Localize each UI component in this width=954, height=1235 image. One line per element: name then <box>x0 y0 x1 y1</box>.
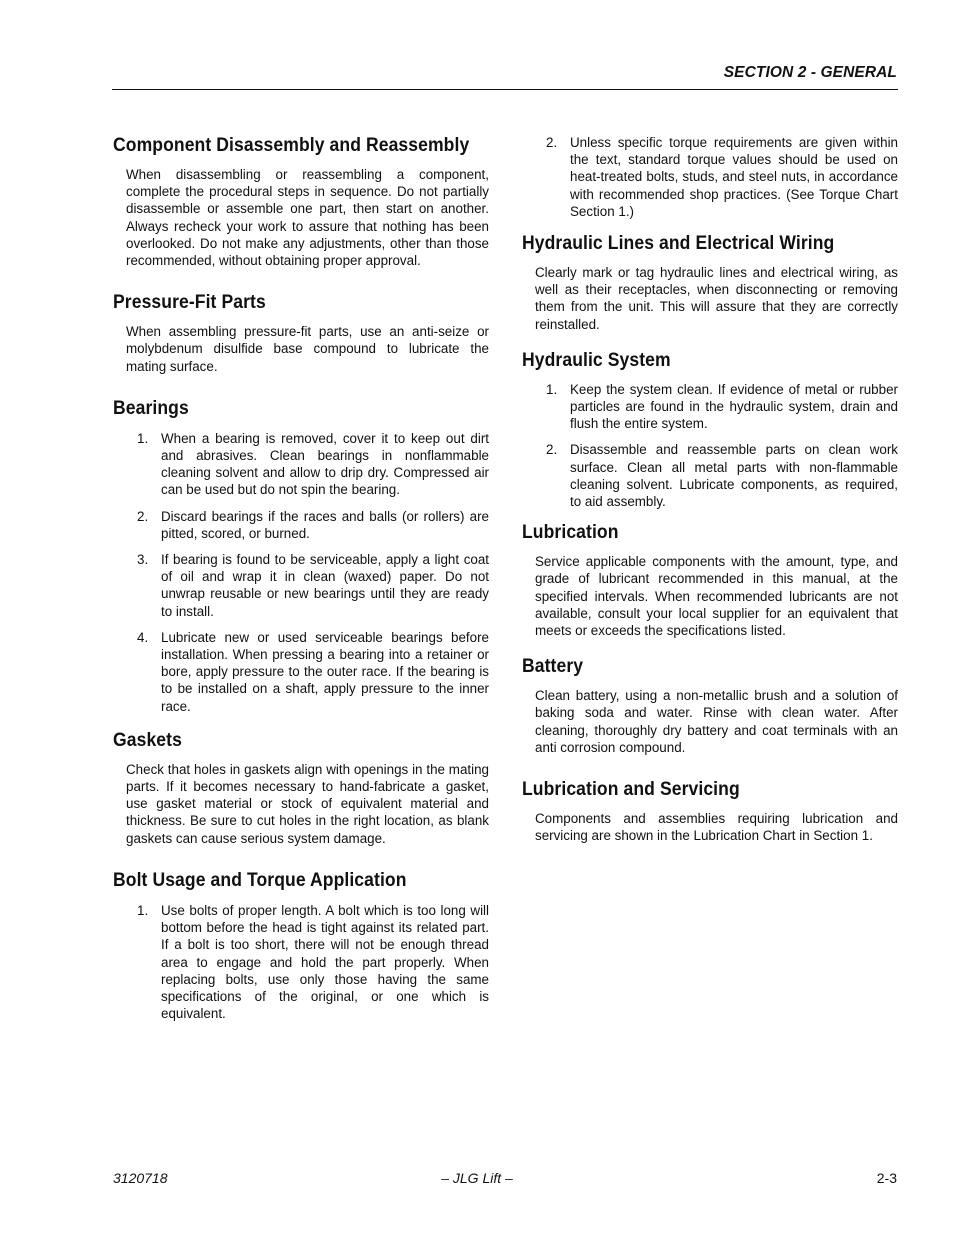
left-column <box>113 132 489 1042</box>
bolts-heading: Bolt Usage and Torque Application <box>113 868 407 891</box>
footer-page-number: 2-3 <box>876 1170 897 1186</box>
list-number: 3. <box>137 552 149 568</box>
lube-servicing-heading: Lubrication and Servicing <box>522 778 740 801</box>
list-text: When a bearing is removed, cover it to keep out dirt and abrasives. Clean bearings in nonflammable cleaning solvent and allow to drip dry. Compressed air can be used but do not spin the bearing. <box>161 430 489 498</box>
list-number: 1. <box>137 430 149 446</box>
hydraulic-lines-section <box>522 230 898 333</box>
right-column <box>522 134 898 864</box>
list-text: Unless specific torque requirements are given within the text, standard torque values should be used on heat-treated bolts, studs, and steel nuts, in accordance with recommended shop practices. (See Torque Chart Section 1.) <box>570 135 898 219</box>
gaskets-heading: Gaskets <box>113 728 182 751</box>
list-number: 2. <box>546 442 558 458</box>
list-text: Disassemble and reassemble parts on clean work surface. Clean all metal parts with non-flammable cleaning solvent. Lubricate components, as required, to aid assembly. <box>570 442 898 510</box>
lube-servicing-section <box>522 776 898 844</box>
list-item <box>113 629 489 715</box>
gaskets-section <box>113 727 489 847</box>
bolts-continued-list <box>522 134 898 220</box>
bolts-section <box>113 867 489 1022</box>
list-item <box>113 551 489 620</box>
pressure-fit-section <box>113 289 489 375</box>
hydraulic-lines-heading: Hydraulic Lines and Electrical Wiring <box>522 232 835 255</box>
bearings-section <box>113 395 489 715</box>
list-number: 1. <box>137 902 149 918</box>
lubrication-text: Service applicable components with the amount, type, and grade of lubricant recommended in this manual, at the specified intervals. When recommended lubricants are not available, consult your local supplier for an equivalent that meets or exceeds the specifications listed. <box>535 554 898 639</box>
pressure-fit-text: When assembling pressure-fit parts, use an anti-seize or molybdenum disulfide base compound to lubricate the mating surface. <box>126 324 489 374</box>
list-number: 2. <box>546 135 558 150</box>
hydraulic-system-heading: Hydraulic System <box>522 348 671 371</box>
list-text: Keep the system clean. If evidence of metal or rubber particles are found in the hydraulic system, drain and flush the entire system. <box>570 381 898 432</box>
list-text: Lubricate new or used serviceable bearings before installation. When pressing a bearing into a retainer or bore, apply pressure to the outer race. If the bearing is to be installed on a shaft, apply pressure to the inner race. <box>161 629 489 714</box>
bolts-list <box>113 902 489 1022</box>
list-number: 4. <box>137 629 149 645</box>
hydraulic-lines-text: Clearly mark or tag hydraulic lines and electrical wiring, as well as their receptacles, when disconnecting or removing them from the unit. This will assure that they are correctly reinstalled. <box>535 265 898 332</box>
list-item <box>522 381 898 433</box>
list-number: 2. <box>137 508 149 524</box>
section-title: SECTION 2 - GENERAL <box>723 64 897 81</box>
footer-center-text: – JLG Lift – <box>441 1170 513 1186</box>
list-item <box>522 134 898 220</box>
list-text: If bearing is found to be serviceable, apply a light coat of oil and wrap it in clean (waxed) paper. Do not unwrap reusable or new bearings until they are ready to install. <box>161 552 489 619</box>
bearings-heading: Bearings <box>113 396 189 419</box>
list-item <box>113 508 489 542</box>
gaskets-text: Check that holes in gaskets align with openings in the mating parts. If it becomes necessary to hand-fabricate a gasket, use gasket material or stock of equivalent material and thickness. Be sure to cut holes in the right location, as blank gaskets can cause serious system damage. <box>126 761 489 846</box>
hydraulic-system-section <box>522 347 898 510</box>
component-text: When disassembling or reassembling a component, complete the procedural steps in sequence. Do not partially disassemble or assemble one part, then start on another. Always recheck your work to assure that nothing has been overlooked. Do not make any adjustments, other than those recommended, without obtaining proper approval. <box>126 167 489 269</box>
list-item <box>522 441 898 510</box>
battery-heading: Battery <box>522 655 584 678</box>
bolts-continued-section <box>522 134 898 220</box>
list-item <box>113 902 489 1022</box>
battery-section <box>522 653 898 756</box>
list-text: Use bolts of proper length. A bolt which is too long will bottom before the head is tight against its related part. If a bolt is too short, there will not be enough thread area to engage and hold the part properly. When replacing bolts, use only those having the same specifications of the original, or one which is equivalent. <box>161 902 489 1022</box>
header-divider <box>112 89 898 90</box>
component-heading: Component Disassembly and Reassembly <box>113 134 470 156</box>
lubrication-heading: Lubrication <box>522 521 619 544</box>
hydraulic-system-list <box>522 381 898 510</box>
bearings-list <box>113 430 489 715</box>
lube-servicing-text: Components and assemblies requiring lubrication and servicing are shown in the Lubrication Chart in Section 1. <box>535 811 898 844</box>
list-item <box>113 430 489 499</box>
lubrication-section <box>522 519 898 639</box>
component-section <box>113 132 489 269</box>
pressure-fit-heading: Pressure-Fit Parts <box>113 291 266 314</box>
list-text: Discard bearings if the races and balls (or rollers) are pitted, scored, or burned. <box>161 508 489 541</box>
battery-text: Clean battery, using a non-metallic brush and a solution of baking soda and water. Rinse with clean water. After cleaning, thoroughly dry battery and coat terminals with an anti corrosion compound. <box>535 688 898 755</box>
footer-doc-number: 3120718 <box>113 1170 168 1186</box>
list-number: 1. <box>546 381 558 397</box>
